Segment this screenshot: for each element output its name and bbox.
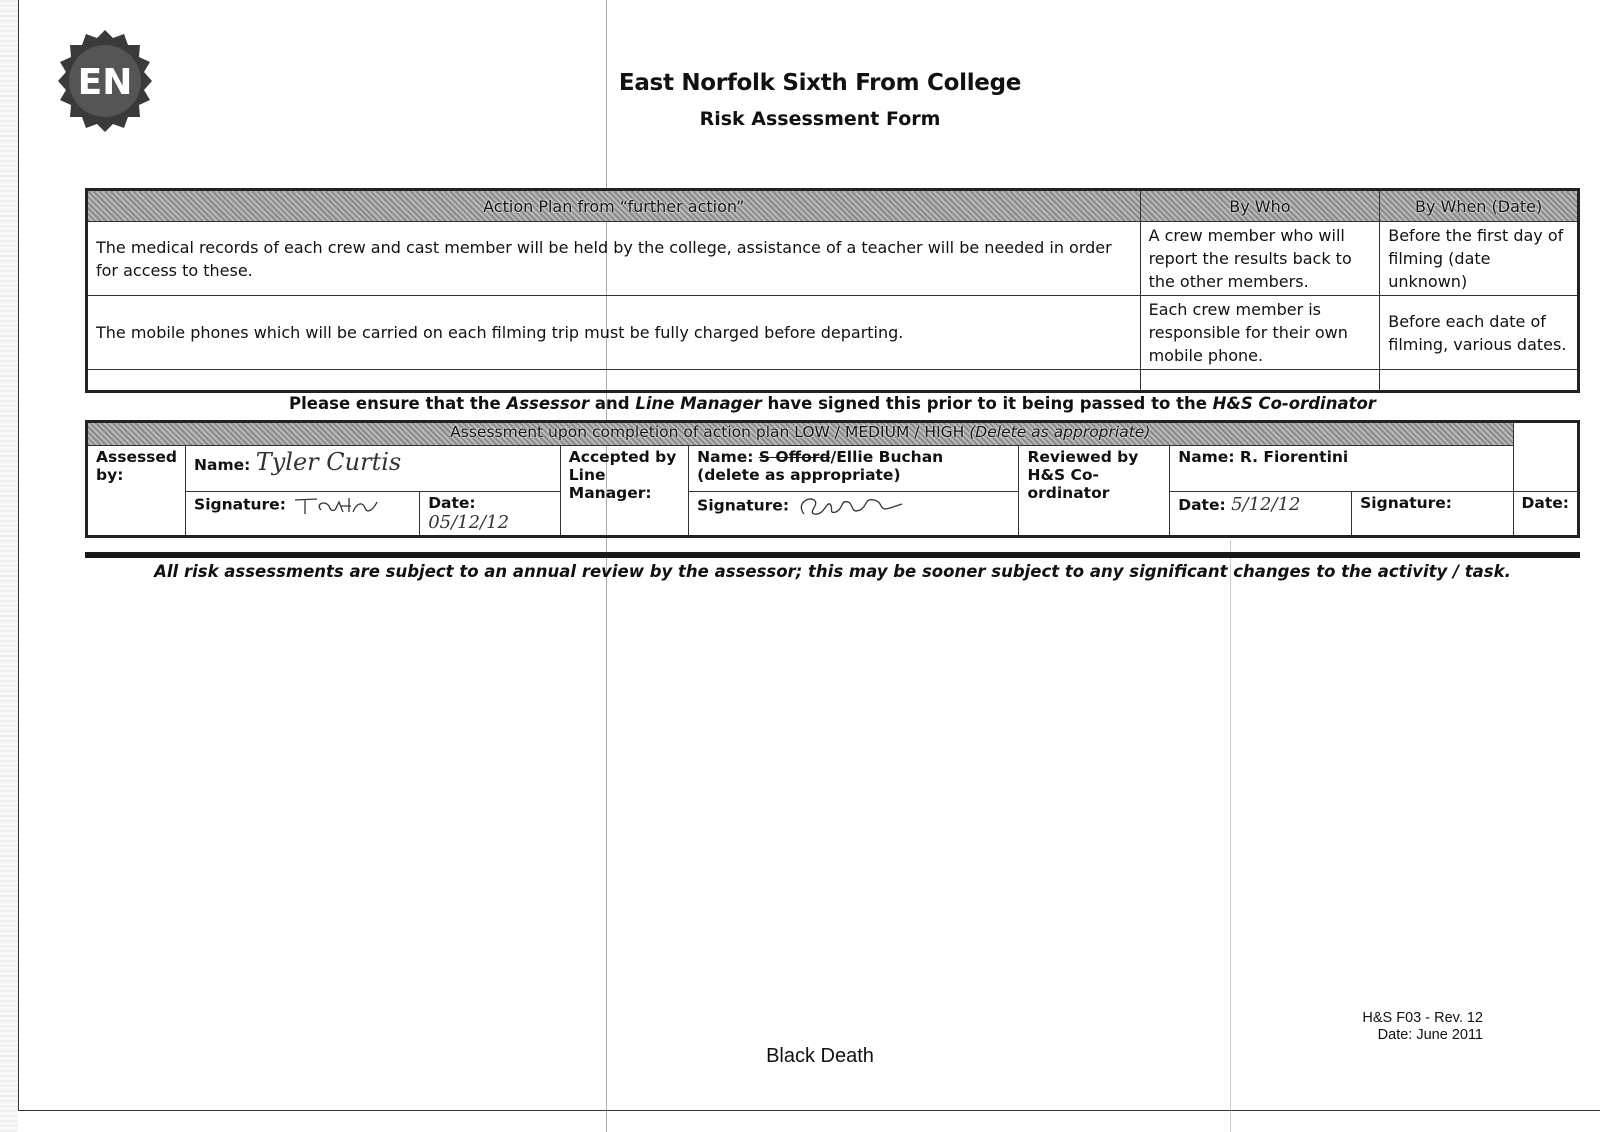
reviewer-name: Name: R. Fiorentini bbox=[1170, 446, 1513, 492]
assessed-by-label: Assessed by: bbox=[87, 446, 186, 537]
notice-text: and bbox=[589, 394, 636, 413]
table-header-row bbox=[87, 190, 1579, 222]
assessor-signature bbox=[291, 494, 381, 516]
action-plan-table bbox=[85, 188, 1580, 393]
when-cell: Before the first day of filming (date unknown) bbox=[1380, 222, 1579, 296]
notice-assessor: Assessor bbox=[506, 394, 590, 413]
assessment-header-note: (Delete as appropriate) bbox=[969, 423, 1151, 441]
page-edge-bottom bbox=[18, 1110, 1600, 1111]
assessor-date-handwritten: 05/12/12 bbox=[428, 512, 510, 533]
notice-text: have signed this prior to it being passed to the bbox=[761, 394, 1213, 413]
notice-coordinator: H&S Co-ordinator bbox=[1212, 394, 1376, 413]
assessment-header-text: Assessment upon completion of action plan LOW / MEDIUM / HIGH bbox=[450, 423, 965, 441]
form-reference bbox=[1300, 1010, 1483, 1044]
assessor-signature-field bbox=[186, 492, 420, 537]
manager-signature bbox=[794, 494, 904, 518]
manager-signature-field bbox=[689, 492, 1019, 537]
divider-rule bbox=[85, 552, 1580, 558]
page-edge-left bbox=[18, 0, 19, 1110]
signature-label: Signature: bbox=[194, 495, 286, 514]
manager-date-field bbox=[1170, 492, 1352, 537]
table-row-empty bbox=[87, 370, 1579, 392]
when-cell bbox=[1380, 370, 1579, 392]
manager-name-field bbox=[689, 446, 1019, 492]
signing-notice bbox=[85, 394, 1580, 413]
assessor-date-field bbox=[420, 492, 561, 537]
assessment-header bbox=[87, 422, 1514, 446]
struck-name: S Offord bbox=[758, 448, 831, 466]
fold-line bbox=[1230, 540, 1231, 1132]
name-label: Name: bbox=[194, 456, 251, 474]
reviewed-by-label: Reviewed by H&S Co-ordinator bbox=[1019, 446, 1170, 537]
review-footnote: All risk assessments are subject to an annual review by the assessor; this may be sooner subject to any significant changes to the activity / task. bbox=[154, 562, 1511, 581]
manager-name: /Ellie Buchan bbox=[830, 448, 944, 466]
assessor-name-field bbox=[186, 446, 561, 492]
assessment-signoff-table bbox=[85, 420, 1580, 538]
who-cell: A crew member who will report the results back to the other members. bbox=[1140, 222, 1380, 296]
signature-label: Signature: bbox=[697, 496, 790, 515]
project-title: Black Death bbox=[766, 1045, 874, 1067]
college-logo bbox=[50, 28, 160, 134]
action-cell: The mobile phones which will be carried on each filming trip must be fully charged before departing. bbox=[87, 296, 1141, 370]
name-label: Name: bbox=[697, 448, 754, 466]
manager-date-handwritten: 5/12/12 bbox=[1231, 494, 1301, 515]
action-cell: The medical records of each crew and cast member will be held by the college, assistance of a teacher will be needed in order for access to these. bbox=[87, 222, 1141, 296]
page-subtitle: Risk Assessment Form bbox=[699, 108, 941, 130]
assessor-name-handwritten: Tyler Curtis bbox=[255, 448, 402, 476]
column-header-action: Action Plan from “further action” bbox=[87, 190, 1141, 222]
form-date: Date: June 2011 bbox=[1377, 1027, 1483, 1043]
delete-note: (delete as appropriate) bbox=[697, 466, 901, 484]
who-cell bbox=[1140, 370, 1380, 392]
logo-text: EN bbox=[77, 62, 133, 103]
reviewer-signature-field: Signature: bbox=[1352, 492, 1513, 537]
who-cell: Each crew member is responsible for their own mobile phone. bbox=[1140, 296, 1380, 370]
accepted-by-label: Accepted by Line Manager: bbox=[560, 446, 688, 537]
notice-text: Please ensure that the bbox=[289, 394, 507, 413]
form-revision: H&S F03 - Rev. 12 bbox=[1362, 1010, 1483, 1026]
date-label: Date: bbox=[428, 494, 476, 512]
when-cell: Before each date of filming, various dates. bbox=[1380, 296, 1579, 370]
date-label: Date: bbox=[1178, 496, 1226, 514]
scan-margin bbox=[0, 0, 18, 1132]
page-title: East Norfolk Sixth From College bbox=[618, 70, 1022, 96]
reviewer-date-field: Date: bbox=[1513, 492, 1578, 537]
action-cell bbox=[87, 370, 1141, 392]
column-header-who: By Who bbox=[1140, 190, 1380, 222]
table-row bbox=[87, 222, 1579, 296]
table-row bbox=[87, 296, 1579, 370]
column-header-when: By When (Date) bbox=[1380, 190, 1579, 222]
notice-line-manager: Line Manager bbox=[635, 394, 762, 413]
